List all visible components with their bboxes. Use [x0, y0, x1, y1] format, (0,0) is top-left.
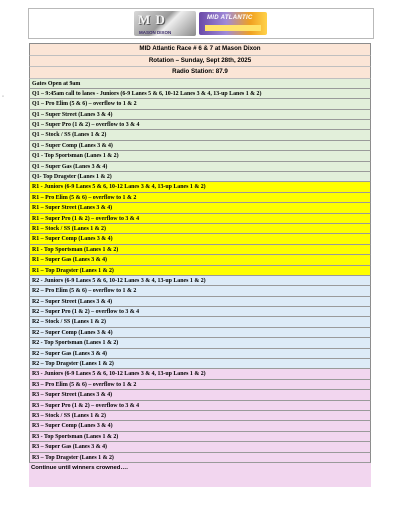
schedule-row-r2: R2 – Super Gas (Lanes 3 & 4) — [29, 349, 371, 359]
continue-footer: Continue until winners crowned…. — [29, 463, 371, 474]
schedule-row-r1: R1 – Super Comp (Lanes 3 & 4) — [29, 234, 371, 244]
schedule-row-r2: R2 – Super Street (Lanes 3 & 4) — [29, 297, 371, 307]
logo-md-subtext: MASON DIXON — [139, 30, 172, 35]
schedule-row-r1: R1 - Juniors (6-9 Lanes 5 & 6, 10-12 Lanes 3 & 4, 13-up Lanes 1 & 2) — [29, 182, 371, 192]
schedule-row-r3: R3 – Super Street (Lanes 3 & 4) — [29, 390, 371, 400]
schedule-row-r1: R1 – Pro Elim (5 & 6) – overflow to 1 & 2 — [29, 193, 371, 203]
schedule-row-q1: Q1 – 9:45am call to lanes - Juniors (6-9 Lanes 5 & 6, 10-12 Lanes 3 & 4, 13-up Lanes 1 & 2) — [29, 89, 371, 99]
schedule-row-r3: R3 – Super Gas (Lanes 3 & 4) — [29, 442, 371, 452]
schedule-row-r1: R1 – Super Pro (1 & 2) – overflow to 3 & 4 — [29, 214, 371, 224]
schedule-row-r1: R1 – Stock / SS (Lanes 1 & 2) — [29, 224, 371, 234]
logo-banner — [28, 8, 374, 39]
schedule-row-r3: R3 – Stock / SS (Lanes 1 & 2) — [29, 411, 371, 421]
schedule-row-r3: R3 – Super Comp (Lanes 3 & 4) — [29, 421, 371, 431]
schedule-row-r2: R2 – Top Dragster (Lanes 1 & 2) — [29, 359, 371, 369]
schedule-row-r3: R3 – Pro Elim (5 & 6) – overflow to 1 & 2 — [29, 380, 371, 390]
schedule-row-r1: R1 – Super Gas (Lanes 3 & 4) — [29, 255, 371, 265]
schedule-row-q1: Q1 - Top Sportsman (Lanes 1 & 2) — [29, 151, 371, 161]
schedule-table — [29, 43, 371, 487]
radio-station: Radio Station: 87.9 — [29, 67, 371, 79]
logo-ma-stripe — [205, 25, 261, 31]
schedule-row-r3: R3 – Super Pro (1 & 2) – overflow to 3 & 4 — [29, 401, 371, 411]
schedule-row-q1: Q1 – Super Comp (Lanes 3 & 4) — [29, 141, 371, 151]
schedule-row-r1: R1 - Top Sportsman (Lanes 1 & 2) — [29, 245, 371, 255]
rotation-date: Rotation – Sunday, Sept 28th, 2025 — [29, 56, 371, 68]
schedule-row-r2: R2 – Super Comp (Lanes 3 & 4) — [29, 328, 371, 338]
schedule-row-r3: R3 - Top Sportsman (Lanes 1 & 2) — [29, 432, 371, 442]
schedule-row-r3: R3 – Top Dragster (Lanes 1 & 2) — [29, 453, 371, 463]
schedule-row-r2: R2 – Stock / SS (Lanes 1 & 2) — [29, 317, 371, 327]
schedule-row-q1: Q1- Top Dragster (Lanes 1 & 2) — [29, 172, 371, 182]
schedule-row-r2: R2 - Top Sportsman (Lanes 1 & 2) — [29, 338, 371, 348]
logo-ma-text: MID ATLANTIC — [207, 15, 253, 21]
mid-atlantic-logo — [199, 12, 267, 35]
schedule-row-q1: Q1 – Pro Elim (5 & 6) – overflow to 1 & 2 — [29, 99, 371, 109]
schedule-row-r1: R1 – Super Street (Lanes 3 & 4) — [29, 203, 371, 213]
logo-md-text: M D — [138, 12, 166, 27]
schedule-row-r1: R1 – Top Dragster (Lanes 1 & 2) — [29, 266, 371, 276]
schedule-row-r3: R3 - Juniors (6-9 Lanes 5 & 6, 10-12 Lanes 3 & 4, 13-up Lanes 1 & 2) — [29, 369, 371, 379]
schedule-row-q1: Q1 – Super Pro (1 & 2) – overflow to 3 & 4 — [29, 120, 371, 130]
schedule-row-q1: Q1 – Super Street (Lanes 3 & 4) — [29, 110, 371, 120]
schedule-row-r2: R2 – Pro Elim (5 & 6) – overflow to 1 & 2 — [29, 286, 371, 296]
schedule-row-q1: Q1 – Super Gas (Lanes 3 & 4) — [29, 162, 371, 172]
schedule-row-r2: R2 – Super Pro (1 & 2) – overflow to 3 & 4 — [29, 307, 371, 317]
footer-padding — [29, 473, 371, 487]
margin-marker: ◦ — [2, 94, 5, 100]
gates-open-row: Gates Open at 9am — [29, 79, 371, 89]
mason-dixon-logo — [134, 11, 196, 36]
schedule-row-q1: Q1 – Stock / SS (Lanes 1 & 2) — [29, 130, 371, 140]
event-title: MID Atlantic Race # 6 & 7 at Mason Dixon — [29, 44, 371, 56]
schedule-row-r2: R2 - Juniors (6-9 Lanes 5 & 6, 10-12 Lanes 3 & 4, 13-up Lanes 1 & 2) — [29, 276, 371, 286]
